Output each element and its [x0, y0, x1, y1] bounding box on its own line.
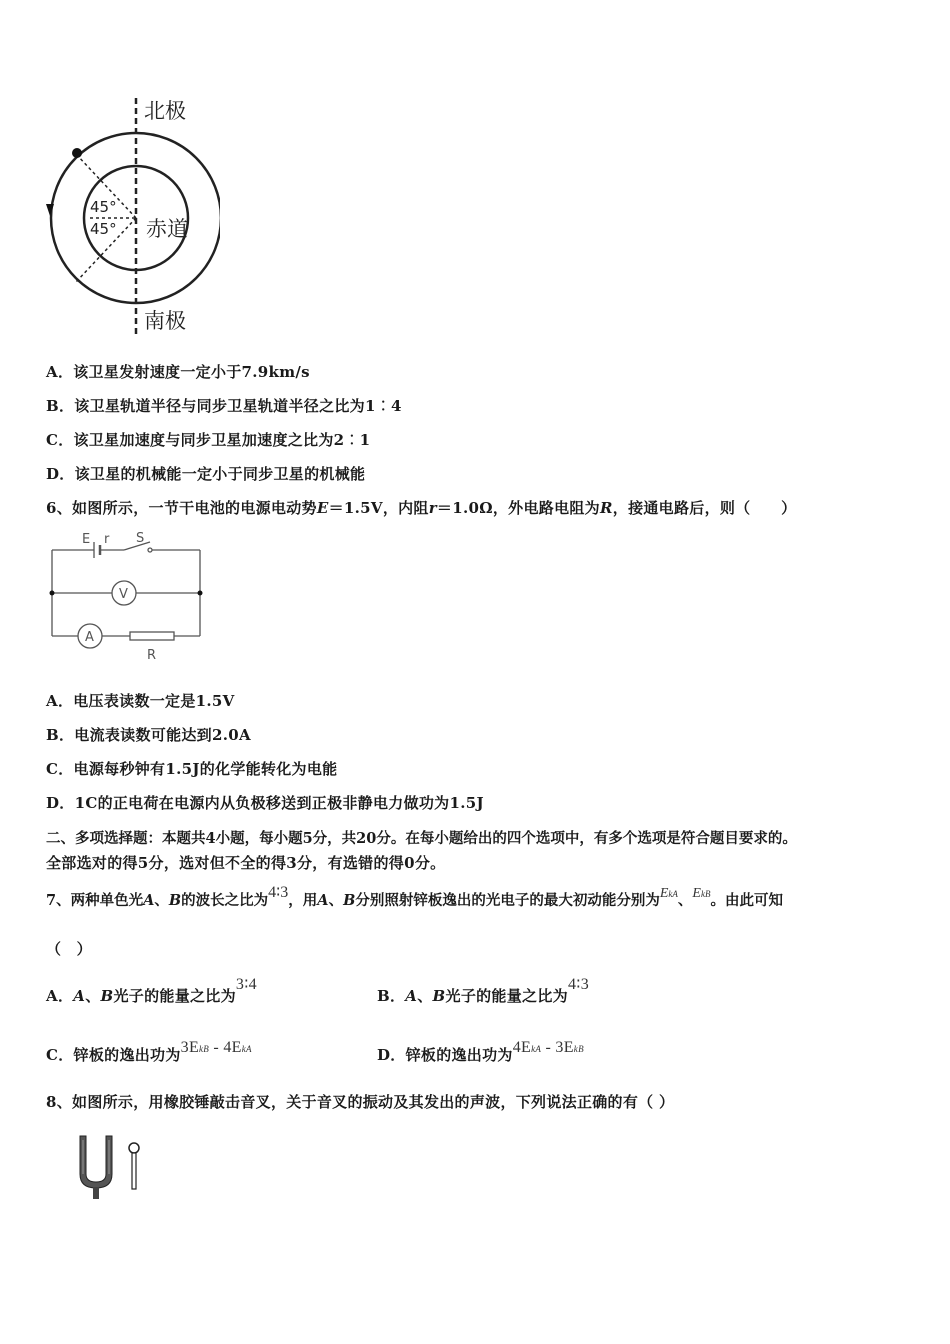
- circuit-label-s: S: [136, 531, 145, 546]
- q6-stem: 6、如图所示，一节干电池的电源电动势E＝1.5V，内阻r＝1.0Ω，外电路电阻为R，接通电路后，则（ ）: [46, 499, 797, 517]
- q5-option-d: D．该卫星的机械能一定小于同步卫星的机械能: [46, 465, 366, 483]
- q8-stem: 8、如图所示，用橡胶锤敲击音叉，关于音叉的振动及其发出的声波，下列说法正确的有（ ）: [46, 1093, 675, 1111]
- section2-line1: 二、多项选择题：本题共4小题，每小题5分，共20分。在每小题给出的四个选项中，有多个选项是符合题目要求的。: [46, 830, 797, 847]
- q5-option-a: A．该卫星发射速度一定小于7.9km/s: [46, 363, 310, 381]
- orbit-diagram: [40, 92, 220, 342]
- q7-option-d: D．锌板的逸出功为4EkA - 3EkB: [377, 1039, 584, 1064]
- south-pole-label: 南极: [144, 309, 186, 333]
- angle-label-lower: 45°: [90, 220, 117, 238]
- tuning-fork-figure: [76, 1130, 156, 1204]
- q6-option-c: C．电源每秒钟有1.5J的化学能转化为电能: [46, 760, 338, 778]
- q7-paren: （ ）: [46, 940, 92, 958]
- voltmeter-label: V: [119, 587, 128, 602]
- satellite-dot: [72, 148, 82, 158]
- q6-option-d: D．1C的正电荷在电源内从负极移送到正极非静电力做功为1.5J: [46, 794, 484, 812]
- mallet-icon: [129, 1143, 139, 1189]
- q7-option-c: C．锌板的逸出功为3EkB - 4EkA: [46, 1039, 252, 1064]
- orbit-direction-arrow: [46, 204, 54, 216]
- circuit-label-e: E: [82, 532, 91, 547]
- angle-label-upper: 45°: [90, 198, 117, 216]
- north-pole-label: 北极: [144, 99, 186, 123]
- circuit-diagram: [44, 528, 214, 664]
- q6-option-a: A．电压表读数一定是1.5V: [46, 692, 235, 710]
- equator-label: 赤道: [146, 217, 188, 241]
- resistor-label: R: [147, 648, 157, 663]
- section2-line2: 全部选对的得5分，选对但不全的得3分，有选错的得0分。: [46, 854, 446, 872]
- ammeter-label: A: [85, 630, 94, 645]
- circuit-label-r: r: [104, 532, 110, 547]
- q5-option-b: B．该卫星轨道半径与同步卫星轨道半径之比为1︰4: [46, 397, 402, 415]
- q7-stem: 7、两种单色光A、B的波长之比为4∶3，用A、B分别照射锌板逸出的光电子的最大初动能分别为EkA、EkB。由此可知: [46, 884, 783, 909]
- q6-option-b: B．电流表读数可能达到2.0A: [46, 726, 251, 744]
- q7-option-b: B．A、B光子的能量之比为4∶3: [377, 976, 590, 1005]
- q5-option-c: C．该卫星加速度与同步卫星加速度之比为2︰1: [46, 431, 371, 449]
- q7-option-a: A．A、B光子的能量之比为3∶4: [46, 976, 257, 1005]
- tuning-fork-icon: [80, 1136, 112, 1199]
